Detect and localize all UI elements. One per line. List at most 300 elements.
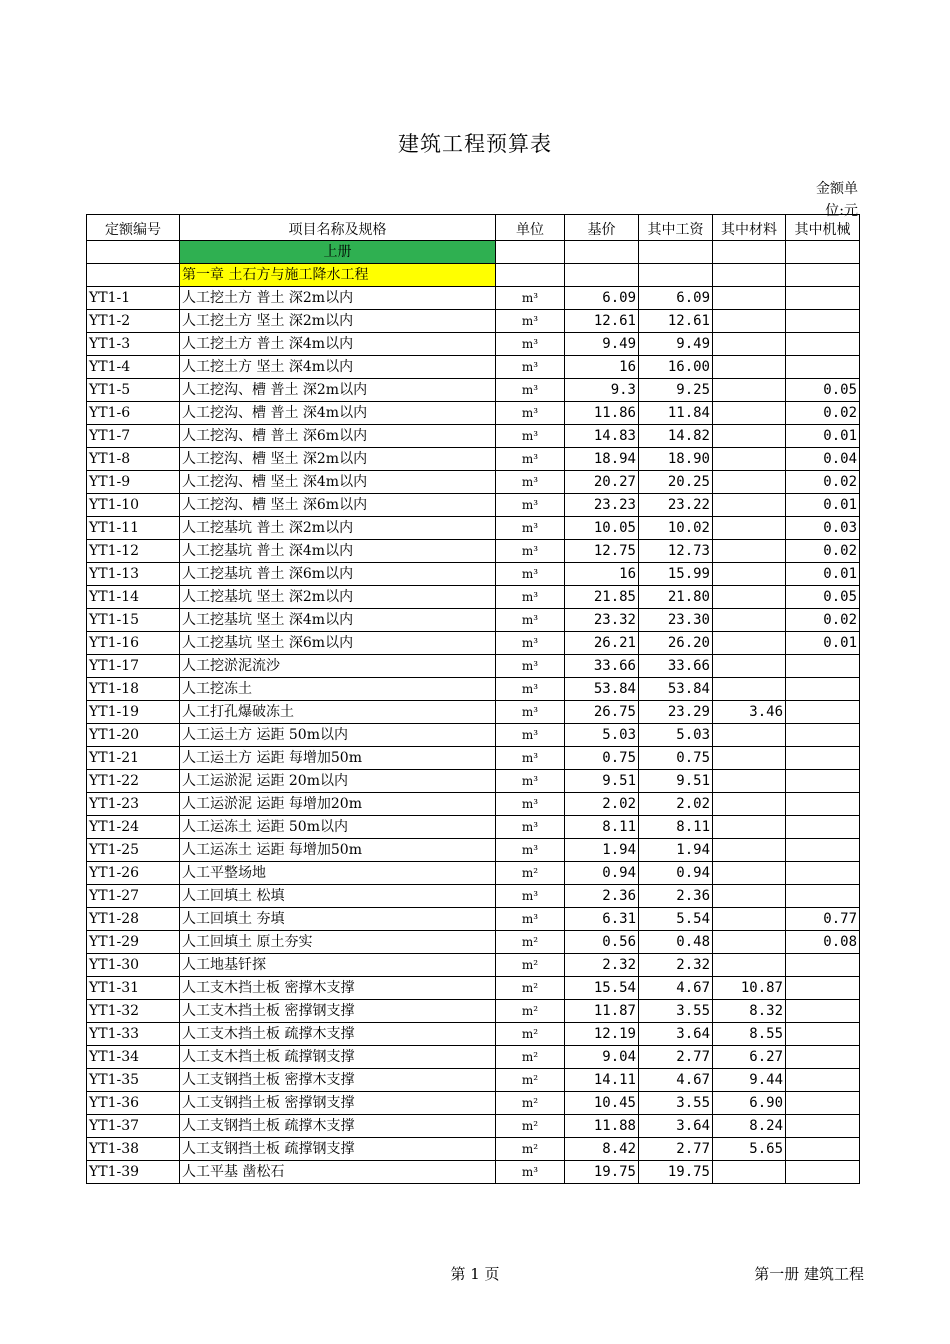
labor-cost: 0.75 xyxy=(639,747,713,770)
item-code: YT1-6 xyxy=(87,402,180,425)
machine-cost: 0.01 xyxy=(786,425,860,448)
table-row xyxy=(87,931,860,954)
labor-cost: 2.77 xyxy=(639,1138,713,1161)
item-unit: m³ xyxy=(496,540,565,563)
base-price: 6.31 xyxy=(565,908,639,931)
item-name: 人工挖土方 坚土 深4m以内 xyxy=(180,356,496,379)
item-unit: m² xyxy=(496,931,565,954)
table-row xyxy=(87,678,860,701)
labor-cost: 23.30 xyxy=(639,609,713,632)
base-price: 9.04 xyxy=(565,1046,639,1069)
table-row xyxy=(87,632,860,655)
item-unit: m³ xyxy=(496,356,565,379)
item-code: YT1-17 xyxy=(87,655,180,678)
material-cost xyxy=(713,563,786,586)
item-name: 人工运淤泥 运距 20m以内 xyxy=(180,770,496,793)
labor-cost: 26.20 xyxy=(639,632,713,655)
table-row xyxy=(87,701,860,724)
item-name: 人工挖基坑 普土 深2m以内 xyxy=(180,517,496,540)
table-row xyxy=(87,287,860,310)
column-header: 定额编号 xyxy=(87,215,180,241)
material-cost xyxy=(713,885,786,908)
item-code: YT1-10 xyxy=(87,494,180,517)
material-cost: 8.32 xyxy=(713,1000,786,1023)
machine-cost xyxy=(786,770,860,793)
volume-row xyxy=(87,241,860,264)
item-unit: m³ xyxy=(496,1161,565,1184)
item-code: YT1-5 xyxy=(87,379,180,402)
machine-cost xyxy=(786,1138,860,1161)
item-code: YT1-18 xyxy=(87,678,180,701)
base-price: 10.45 xyxy=(565,1092,639,1115)
labor-cost: 3.55 xyxy=(639,1092,713,1115)
item-code: YT1-34 xyxy=(87,1046,180,1069)
item-name: 人工运土方 运距 每增加50m xyxy=(180,747,496,770)
table-row xyxy=(87,379,860,402)
item-name: 人工支木挡土板 疏撑钢支撑 xyxy=(180,1046,496,1069)
item-code: YT1-2 xyxy=(87,310,180,333)
item-code: YT1-1 xyxy=(87,287,180,310)
base-price: 11.86 xyxy=(565,402,639,425)
item-unit: m³ xyxy=(496,425,565,448)
item-code: YT1-38 xyxy=(87,1138,180,1161)
table-row xyxy=(87,563,860,586)
machine-cost xyxy=(786,1000,860,1023)
labor-cost: 16.00 xyxy=(639,356,713,379)
material-cost xyxy=(713,356,786,379)
machine-cost xyxy=(786,1092,860,1115)
base-price: 0.56 xyxy=(565,931,639,954)
material-cost xyxy=(713,862,786,885)
item-code: YT1-14 xyxy=(87,586,180,609)
labor-cost: 12.73 xyxy=(639,540,713,563)
item-name: 人工挖沟、槽 坚土 深4m以内 xyxy=(180,471,496,494)
machine-cost xyxy=(786,724,860,747)
item-name: 人工地基钎探 xyxy=(180,954,496,977)
labor-cost: 8.11 xyxy=(639,816,713,839)
base-price: 9.51 xyxy=(565,770,639,793)
item-name: 人工挖冻土 xyxy=(180,678,496,701)
item-unit: m² xyxy=(496,1138,565,1161)
base-price: 21.85 xyxy=(565,586,639,609)
labor-cost: 9.25 xyxy=(639,379,713,402)
machine-cost: 0.02 xyxy=(786,471,860,494)
base-price: 12.19 xyxy=(565,1023,639,1046)
table-row xyxy=(87,1115,860,1138)
item-name: 人工挖沟、槽 坚土 深6m以内 xyxy=(180,494,496,517)
column-header: 其中材料 xyxy=(713,215,786,241)
item-code: YT1-35 xyxy=(87,1069,180,1092)
item-code: YT1-21 xyxy=(87,747,180,770)
item-name: 人工运冻土 运距 每增加50m xyxy=(180,839,496,862)
machine-cost: 0.02 xyxy=(786,609,860,632)
machine-cost xyxy=(786,1161,860,1184)
labor-cost: 53.84 xyxy=(639,678,713,701)
labor-cost: 3.64 xyxy=(639,1023,713,1046)
machine-cost xyxy=(786,1046,860,1069)
machine-cost xyxy=(786,839,860,862)
material-cost xyxy=(713,609,786,632)
labor-cost: 5.54 xyxy=(639,908,713,931)
labor-cost: 33.66 xyxy=(639,655,713,678)
machine-cost: 0.08 xyxy=(786,931,860,954)
labor-cost: 3.64 xyxy=(639,1115,713,1138)
item-code: YT1-25 xyxy=(87,839,180,862)
chapter-label: 第一章 土石方与施工降水工程 xyxy=(180,264,496,287)
item-name: 人工打孔爆破冻土 xyxy=(180,701,496,724)
table-row xyxy=(87,425,860,448)
item-code: YT1-16 xyxy=(87,632,180,655)
labor-cost: 4.67 xyxy=(639,977,713,1000)
item-code: YT1-9 xyxy=(87,471,180,494)
item-name: 人工挖沟、槽 普土 深2m以内 xyxy=(180,379,496,402)
labor-cost: 0.94 xyxy=(639,862,713,885)
item-unit: m³ xyxy=(496,402,565,425)
item-unit: m³ xyxy=(496,701,565,724)
labor-cost: 2.02 xyxy=(639,793,713,816)
labor-cost: 6.09 xyxy=(639,287,713,310)
machine-cost xyxy=(786,701,860,724)
base-price: 0.94 xyxy=(565,862,639,885)
item-code: YT1-30 xyxy=(87,954,180,977)
material-cost: 8.55 xyxy=(713,1023,786,1046)
item-name: 人工支钢挡土板 疏撑木支撑 xyxy=(180,1115,496,1138)
table-row xyxy=(87,793,860,816)
item-name: 人工支木挡土板 疏撑木支撑 xyxy=(180,1023,496,1046)
item-unit: m² xyxy=(496,1000,565,1023)
material-cost xyxy=(713,632,786,655)
item-name: 人工支钢挡土板 密撑木支撑 xyxy=(180,1069,496,1092)
base-price: 10.05 xyxy=(565,517,639,540)
item-code: YT1-33 xyxy=(87,1023,180,1046)
item-code: YT1-27 xyxy=(87,885,180,908)
table-row xyxy=(87,494,860,517)
page-title: 建筑工程预算表 xyxy=(398,132,552,156)
labor-cost: 20.25 xyxy=(639,471,713,494)
machine-cost xyxy=(786,655,860,678)
machine-cost xyxy=(786,287,860,310)
machine-cost xyxy=(786,1115,860,1138)
table-row xyxy=(87,816,860,839)
labor-cost: 0.48 xyxy=(639,931,713,954)
item-unit: m² xyxy=(496,1092,565,1115)
item-unit: m³ xyxy=(496,310,565,333)
machine-cost: 0.01 xyxy=(786,563,860,586)
material-cost xyxy=(713,816,786,839)
base-price: 2.36 xyxy=(565,885,639,908)
base-price: 53.84 xyxy=(565,678,639,701)
item-unit: m² xyxy=(496,954,565,977)
base-price: 1.94 xyxy=(565,839,639,862)
item-unit: m³ xyxy=(496,287,565,310)
item-code: YT1-8 xyxy=(87,448,180,471)
table-row xyxy=(87,586,860,609)
machine-cost: 0.05 xyxy=(786,379,860,402)
machine-cost: 0.04 xyxy=(786,448,860,471)
table-row xyxy=(87,540,860,563)
base-price: 19.75 xyxy=(565,1161,639,1184)
item-unit: m³ xyxy=(496,563,565,586)
base-price: 14.83 xyxy=(565,425,639,448)
base-price: 9.3 xyxy=(565,379,639,402)
material-cost xyxy=(713,586,786,609)
item-code: YT1-37 xyxy=(87,1115,180,1138)
column-header: 其中工资 xyxy=(639,215,713,241)
item-unit: m³ xyxy=(496,379,565,402)
budget-table xyxy=(86,214,860,1184)
machine-cost: 0.01 xyxy=(786,494,860,517)
labor-cost: 23.29 xyxy=(639,701,713,724)
table-row xyxy=(87,1000,860,1023)
item-unit: m³ xyxy=(496,517,565,540)
base-price: 16 xyxy=(565,356,639,379)
item-name: 人工支木挡土板 密撑木支撑 xyxy=(180,977,496,1000)
table-row xyxy=(87,517,860,540)
labor-cost: 11.84 xyxy=(639,402,713,425)
table-row xyxy=(87,1046,860,1069)
item-name: 人工回填土 原土夯实 xyxy=(180,931,496,954)
table-row xyxy=(87,908,860,931)
base-price: 26.75 xyxy=(565,701,639,724)
labor-cost: 5.03 xyxy=(639,724,713,747)
material-cost xyxy=(713,724,786,747)
base-price: 8.42 xyxy=(565,1138,639,1161)
table-row xyxy=(87,609,860,632)
item-unit: m³ xyxy=(496,747,565,770)
labor-cost: 23.22 xyxy=(639,494,713,517)
item-unit: m³ xyxy=(496,885,565,908)
table-row xyxy=(87,1069,860,1092)
table-row xyxy=(87,977,860,1000)
labor-cost: 18.90 xyxy=(639,448,713,471)
item-name: 人工挖沟、槽 坚土 深2m以内 xyxy=(180,448,496,471)
labor-cost: 15.99 xyxy=(639,563,713,586)
machine-cost xyxy=(786,310,860,333)
item-unit: m² xyxy=(496,1069,565,1092)
item-unit: m³ xyxy=(496,333,565,356)
item-name: 人工回填土 松填 xyxy=(180,885,496,908)
material-cost xyxy=(713,379,786,402)
item-code: YT1-3 xyxy=(87,333,180,356)
item-name: 人工挖基坑 普土 深4m以内 xyxy=(180,540,496,563)
table-row xyxy=(87,747,860,770)
column-header: 基价 xyxy=(565,215,639,241)
machine-cost xyxy=(786,954,860,977)
material-cost xyxy=(713,839,786,862)
material-cost xyxy=(713,1161,786,1184)
item-unit: m³ xyxy=(496,632,565,655)
item-code: YT1-4 xyxy=(87,356,180,379)
table-row xyxy=(87,862,860,885)
item-name: 人工平基 凿松石 xyxy=(180,1161,496,1184)
item-name: 人工支木挡土板 密撑钢支撑 xyxy=(180,1000,496,1023)
machine-cost xyxy=(786,977,860,1000)
item-name: 人工运淤泥 运距 每增加20m xyxy=(180,793,496,816)
labor-cost: 10.02 xyxy=(639,517,713,540)
material-cost xyxy=(713,655,786,678)
currency-unit-note: 金额单位:元 xyxy=(816,181,858,219)
item-unit: m³ xyxy=(496,793,565,816)
machine-cost xyxy=(786,333,860,356)
item-unit: m³ xyxy=(496,724,565,747)
table-row xyxy=(87,356,860,379)
item-name: 人工挖淤泥流沙 xyxy=(180,655,496,678)
item-name: 人工支钢挡土板 疏撑钢支撑 xyxy=(180,1138,496,1161)
item-code: YT1-20 xyxy=(87,724,180,747)
item-code: YT1-28 xyxy=(87,908,180,931)
base-price: 20.27 xyxy=(565,471,639,494)
material-cost: 6.90 xyxy=(713,1092,786,1115)
labor-cost: 2.36 xyxy=(639,885,713,908)
item-name: 人工挖沟、槽 普土 深4m以内 xyxy=(180,402,496,425)
material-cost xyxy=(713,908,786,931)
item-name: 人工挖基坑 坚土 深2m以内 xyxy=(180,586,496,609)
machine-cost xyxy=(786,1069,860,1092)
machine-cost: 0.03 xyxy=(786,517,860,540)
material-cost xyxy=(713,517,786,540)
material-cost xyxy=(713,333,786,356)
table-row xyxy=(87,1092,860,1115)
item-name: 人工挖土方 普土 深4m以内 xyxy=(180,333,496,356)
material-cost: 9.44 xyxy=(713,1069,786,1092)
item-code: YT1-31 xyxy=(87,977,180,1000)
book-label: 第一册 建筑工程 xyxy=(754,1265,864,1283)
labor-cost: 14.82 xyxy=(639,425,713,448)
machine-cost: 0.77 xyxy=(786,908,860,931)
item-code: YT1-29 xyxy=(87,931,180,954)
labor-cost: 3.55 xyxy=(639,1000,713,1023)
item-code: YT1-22 xyxy=(87,770,180,793)
item-name: 人工挖土方 坚土 深2m以内 xyxy=(180,310,496,333)
item-code: YT1-23 xyxy=(87,793,180,816)
labor-cost: 9.49 xyxy=(639,333,713,356)
machine-cost xyxy=(786,747,860,770)
material-cost: 3.46 xyxy=(713,701,786,724)
labor-cost: 4.67 xyxy=(639,1069,713,1092)
item-unit: m³ xyxy=(496,816,565,839)
base-price: 26.21 xyxy=(565,632,639,655)
table-row xyxy=(87,1138,860,1161)
material-cost: 6.27 xyxy=(713,1046,786,1069)
item-code: YT1-7 xyxy=(87,425,180,448)
item-code: YT1-11 xyxy=(87,517,180,540)
machine-cost xyxy=(786,1023,860,1046)
machine-cost xyxy=(786,816,860,839)
item-code: YT1-39 xyxy=(87,1161,180,1184)
material-cost xyxy=(713,287,786,310)
item-name: 人工回填土 夯填 xyxy=(180,908,496,931)
item-unit: m³ xyxy=(496,770,565,793)
base-price: 8.11 xyxy=(565,816,639,839)
item-unit: m² xyxy=(496,1046,565,1069)
item-code: YT1-12 xyxy=(87,540,180,563)
base-price: 2.02 xyxy=(565,793,639,816)
item-name: 人工支钢挡土板 密撑钢支撑 xyxy=(180,1092,496,1115)
material-cost: 10.87 xyxy=(713,977,786,1000)
machine-cost: 0.02 xyxy=(786,402,860,425)
base-price: 0.75 xyxy=(565,747,639,770)
item-code: YT1-26 xyxy=(87,862,180,885)
header-row xyxy=(87,215,860,241)
item-name: 人工运土方 运距 50m以内 xyxy=(180,724,496,747)
material-cost xyxy=(713,747,786,770)
table-row xyxy=(87,448,860,471)
base-price: 23.23 xyxy=(565,494,639,517)
item-name: 人工挖基坑 普土 深6m以内 xyxy=(180,563,496,586)
item-code: YT1-24 xyxy=(87,816,180,839)
item-unit: m² xyxy=(496,977,565,1000)
item-unit: m² xyxy=(496,1023,565,1046)
table-row xyxy=(87,655,860,678)
item-unit: m³ xyxy=(496,448,565,471)
base-price: 11.87 xyxy=(565,1000,639,1023)
item-unit: m³ xyxy=(496,839,565,862)
table-row xyxy=(87,724,860,747)
base-price: 16 xyxy=(565,563,639,586)
item-code: YT1-13 xyxy=(87,563,180,586)
item-unit: m³ xyxy=(496,609,565,632)
base-price: 9.49 xyxy=(565,333,639,356)
machine-cost xyxy=(786,678,860,701)
item-code: YT1-32 xyxy=(87,1000,180,1023)
item-unit: m³ xyxy=(496,494,565,517)
table-row xyxy=(87,471,860,494)
material-cost xyxy=(713,471,786,494)
machine-cost: 0.02 xyxy=(786,540,860,563)
material-cost xyxy=(713,770,786,793)
base-price: 12.61 xyxy=(565,310,639,333)
table-row xyxy=(87,839,860,862)
labor-cost: 1.94 xyxy=(639,839,713,862)
page-number: 第 1 页 xyxy=(450,1265,500,1283)
base-price: 33.66 xyxy=(565,655,639,678)
item-name: 人工挖沟、槽 普土 深6m以内 xyxy=(180,425,496,448)
item-name: 人工挖基坑 坚土 深6m以内 xyxy=(180,632,496,655)
item-name: 人工挖基坑 坚土 深4m以内 xyxy=(180,609,496,632)
material-cost xyxy=(713,678,786,701)
table-row xyxy=(87,954,860,977)
labor-cost: 21.80 xyxy=(639,586,713,609)
item-unit: m³ xyxy=(496,908,565,931)
material-cost xyxy=(713,954,786,977)
material-cost: 8.24 xyxy=(713,1115,786,1138)
column-header: 单位 xyxy=(496,215,565,241)
labor-cost: 12.61 xyxy=(639,310,713,333)
machine-cost xyxy=(786,862,860,885)
base-price: 2.32 xyxy=(565,954,639,977)
item-unit: m³ xyxy=(496,655,565,678)
material-cost xyxy=(713,402,786,425)
table-row xyxy=(87,310,860,333)
item-unit: m³ xyxy=(496,586,565,609)
volume-label: 上册 xyxy=(180,241,496,264)
item-name: 人工平整场地 xyxy=(180,862,496,885)
base-price: 14.11 xyxy=(565,1069,639,1092)
material-cost xyxy=(713,310,786,333)
machine-cost xyxy=(786,793,860,816)
table-row xyxy=(87,770,860,793)
item-unit: m² xyxy=(496,1115,565,1138)
labor-cost: 2.32 xyxy=(639,954,713,977)
material-cost xyxy=(713,448,786,471)
table-row xyxy=(87,885,860,908)
base-price: 5.03 xyxy=(565,724,639,747)
table-row xyxy=(87,1161,860,1184)
labor-cost: 19.75 xyxy=(639,1161,713,1184)
item-code: YT1-19 xyxy=(87,701,180,724)
item-code: YT1-15 xyxy=(87,609,180,632)
material-cost xyxy=(713,540,786,563)
